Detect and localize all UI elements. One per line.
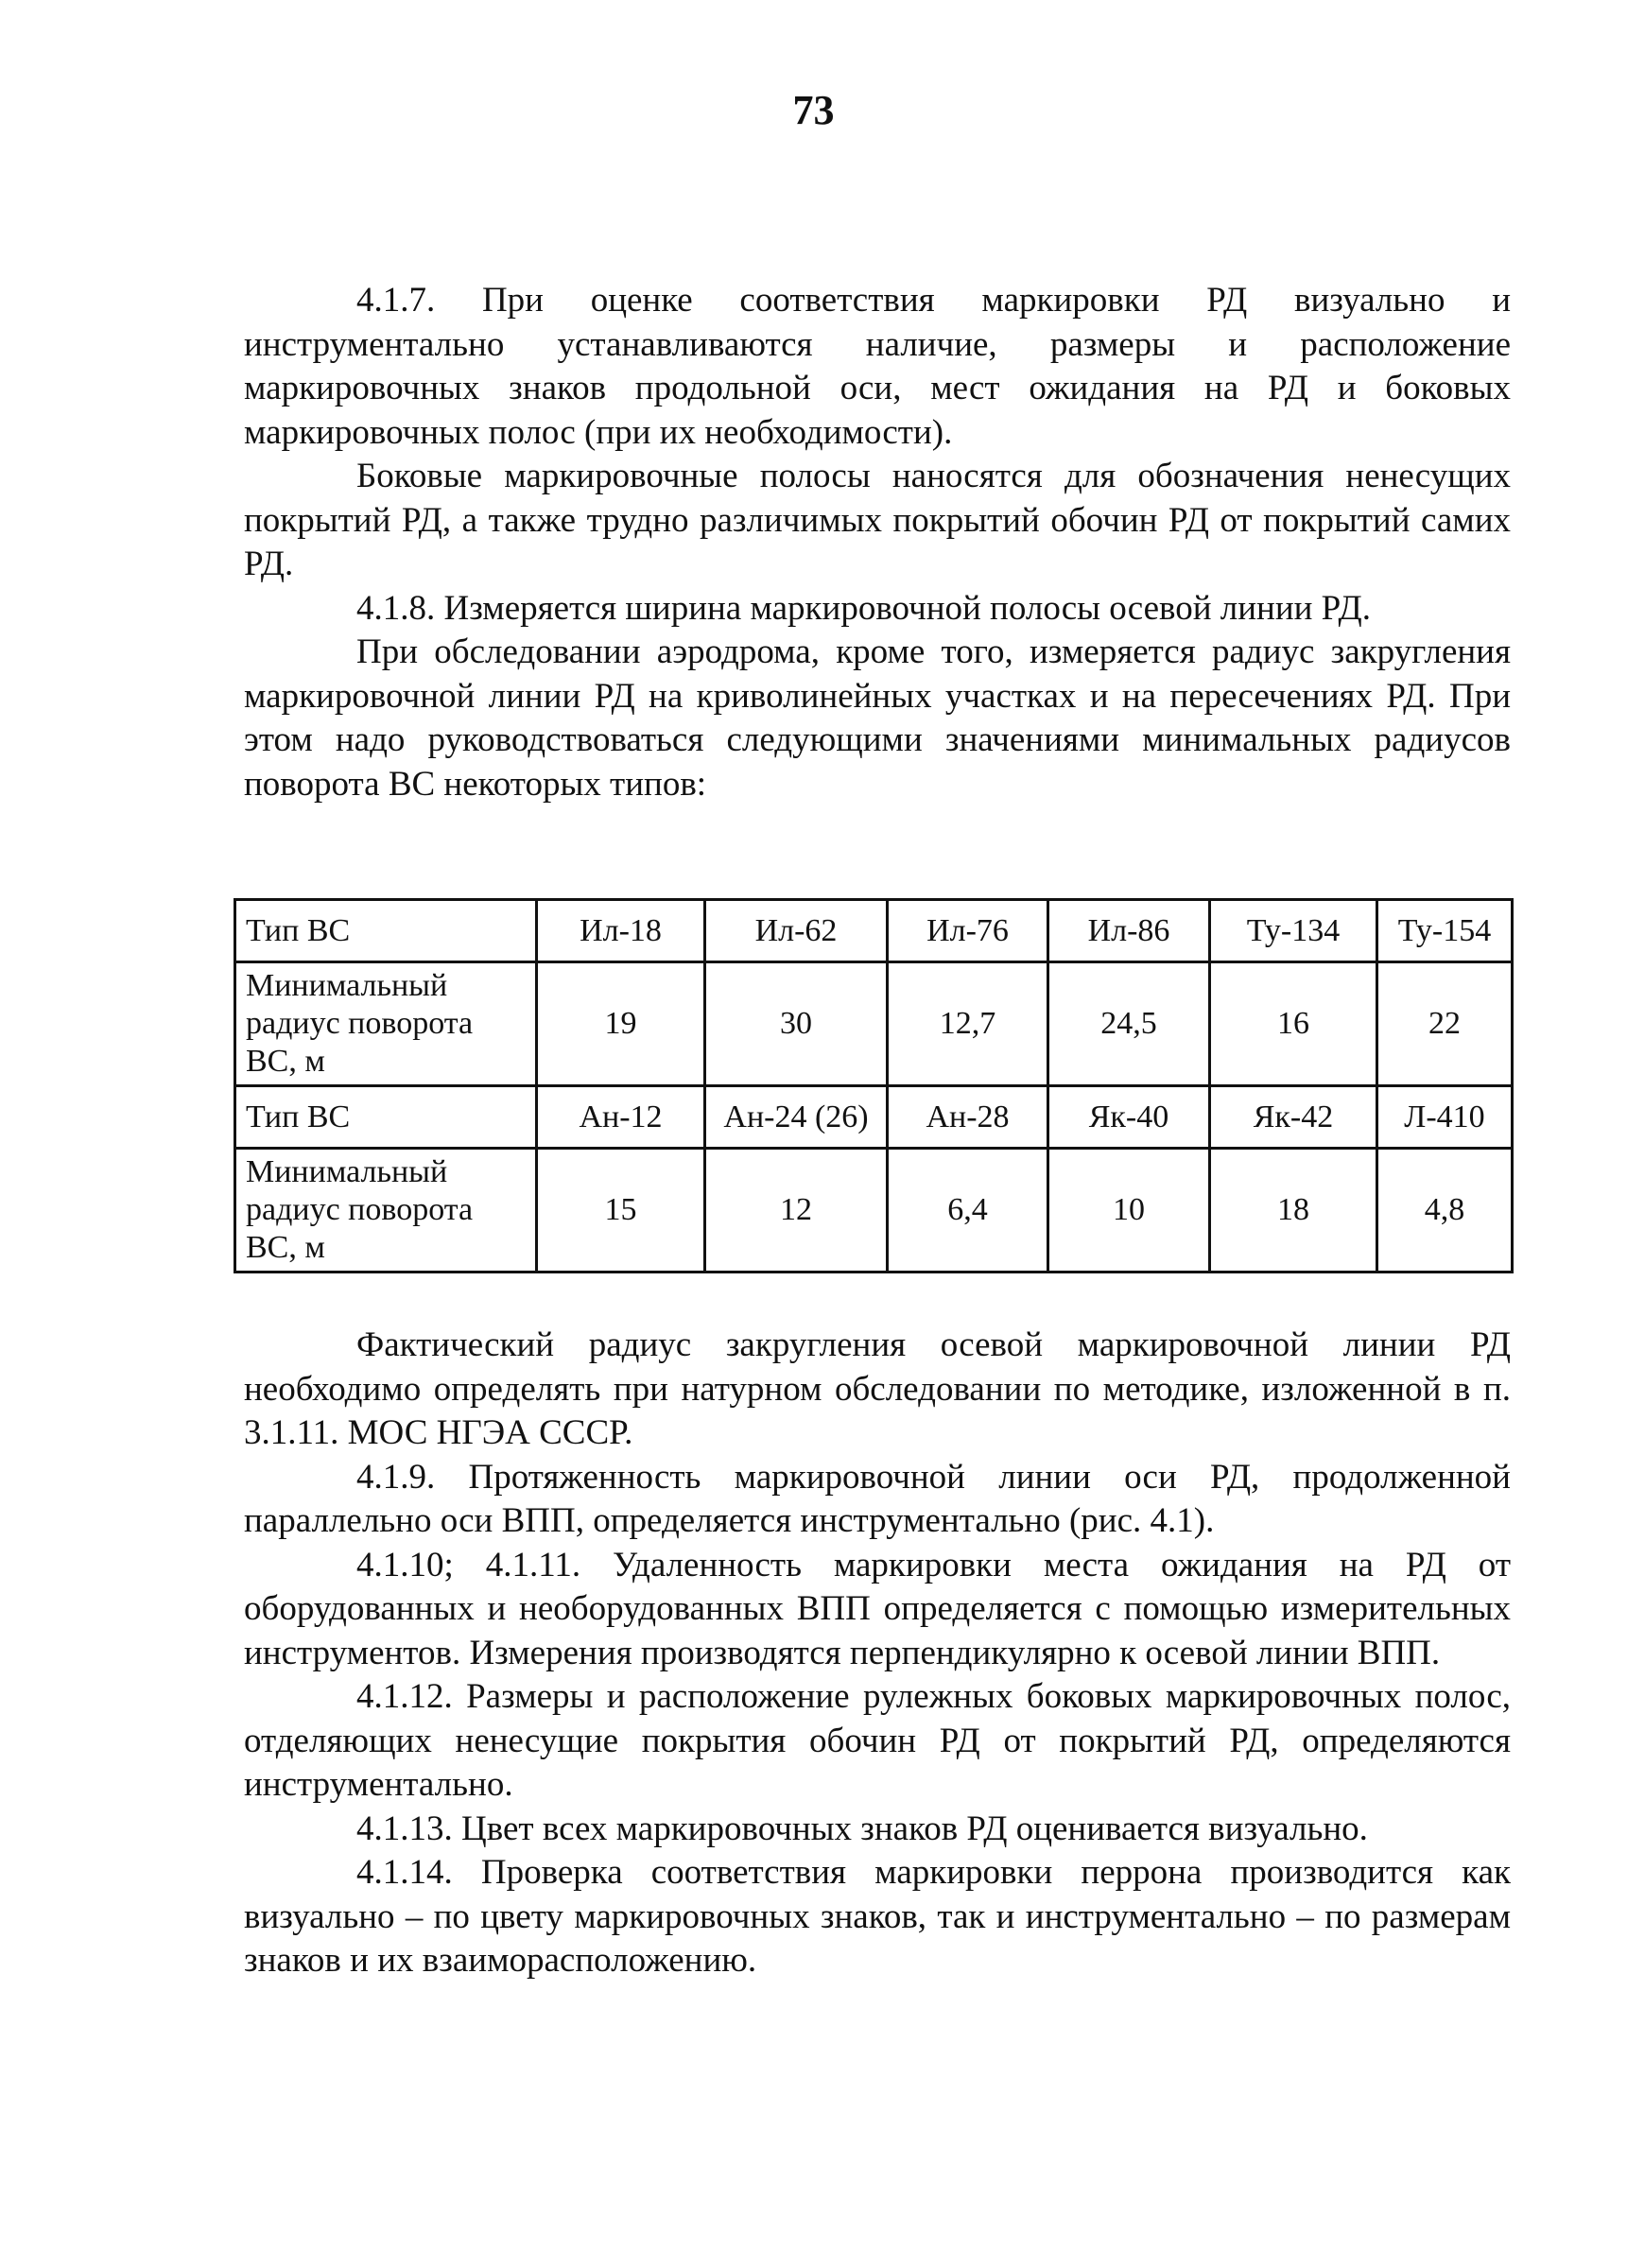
table-cell-radius: 24,5	[1048, 962, 1210, 1086]
row-header-type: Тип ВС	[235, 1086, 537, 1149]
paragraph-4-1-9: 4.1.9. Протяженность маркировочной линии оси РД, продолженной параллельно оси ВПП, определяется инструментально (рис. 4.1).	[244, 1457, 1511, 1540]
row-header-type: Тип ВС	[235, 900, 537, 962]
paragraph-4-1-7: 4.1.7. При оценке соответствия маркировки РД визуально и инструментально устанавливаются наличие, размеры и расположение маркировочных знаков продольной оси, мест ожидания на РД и боковых маркировочных полос (при их необходимости).	[244, 281, 1511, 452]
table-cell-type: Ил-62	[705, 900, 888, 962]
row-header-radius: Минимальный радиус поворота ВС, м	[235, 962, 537, 1086]
paragraph-4-1-14: 4.1.14. Проверка соответствия маркировки перрона производится как визуально – по цвету маркировочных знаков, так и инструментально – по размерам знаков и их взаиморасположению.	[244, 1853, 1511, 1980]
table-cell-radius: 12	[705, 1149, 888, 1273]
table-cell-radius: 22	[1377, 962, 1513, 1086]
paragraph-4-1-10-11: 4.1.10; 4.1.11. Удаленность маркировки места ожидания на РД от оборудованных и необорудованных ВПП определяется с помощью измерительных инструментов. Измерения производятся перпендикулярно к осевой линии ВПП.	[244, 1545, 1511, 1672]
table-cell-type: Як-40	[1048, 1086, 1210, 1149]
text-block-bottom	[244, 1324, 1511, 1983]
table-cell-type: Ан-28	[888, 1086, 1048, 1149]
turn-radius-table	[234, 898, 1514, 1273]
paragraph-actual-radius: Фактический радиус закругления осевой маркировочной линии РД необходимо определять при натурном обследовании по методике, изложенной в п. 3.1.11. МОС НГЭА СССР.	[244, 1325, 1511, 1452]
table-cell-type: Ил-76	[888, 900, 1048, 962]
table-cell-radius: 18	[1210, 1149, 1377, 1273]
table-cell-radius: 4,8	[1377, 1149, 1513, 1273]
table-row	[235, 1149, 1513, 1273]
table-cell-radius: 16	[1210, 962, 1377, 1086]
table-cell-radius: 30	[705, 962, 888, 1086]
table-cell-type: Ил-18	[537, 900, 705, 962]
paragraph-4-1-8: 4.1.8. Измеряется ширина маркировочной полосы осевой линии РД.	[356, 588, 1371, 628]
table-cell-type: Л-410	[1377, 1086, 1513, 1149]
paragraph-4-1-12: 4.1.12. Размеры и расположение рулежных боковых маркировочных полос, отделяющих ненесущие покрытия обочин РД от покрытий РД, определяются инструментально.	[244, 1677, 1511, 1804]
table-cell-radius: 19	[537, 962, 705, 1086]
table-cell-type: Ту-154	[1377, 900, 1513, 962]
table-cell-type: Ил-86	[1048, 900, 1210, 962]
text-block-top	[244, 279, 1511, 806]
page-number: 73	[792, 87, 835, 133]
table-cell-type: Ту-134	[1210, 900, 1377, 962]
paragraph-side-stripes: Боковые маркировочные полосы наносятся для обозначения ненесущих покрытий РД, а также трудно различимых покрытий обочин РД от покрытий самих РД.	[244, 457, 1511, 583]
table-row	[235, 1086, 1513, 1149]
table-cell-radius: 15	[537, 1149, 705, 1273]
table-row	[235, 900, 1513, 962]
table-cell-type: Ан-12	[537, 1086, 705, 1149]
table-cell-radius: 10	[1048, 1149, 1210, 1273]
table-cell-type: Як-42	[1210, 1086, 1377, 1149]
table-cell-radius: 6,4	[888, 1149, 1048, 1273]
table-cell-type: Ан-24 (26)	[705, 1086, 888, 1149]
table-cell-radius: 12,7	[888, 962, 1048, 1086]
paragraph-4-1-13: 4.1.13. Цвет всех маркировочных знаков РД оценивается визуально.	[356, 1809, 1368, 1848]
paragraph-turn-radius: При обследовании аэродрома, кроме того, измеряется радиус закругления маркировочной линии РД на криволинейных участках и на пересечениях РД. При этом надо руководствоваться следующими значениями минимальных радиусов поворота ВС некоторых типов:	[244, 632, 1511, 804]
table-row	[235, 962, 1513, 1086]
row-header-radius: Минимальный радиус поворота ВС, м	[235, 1149, 537, 1273]
